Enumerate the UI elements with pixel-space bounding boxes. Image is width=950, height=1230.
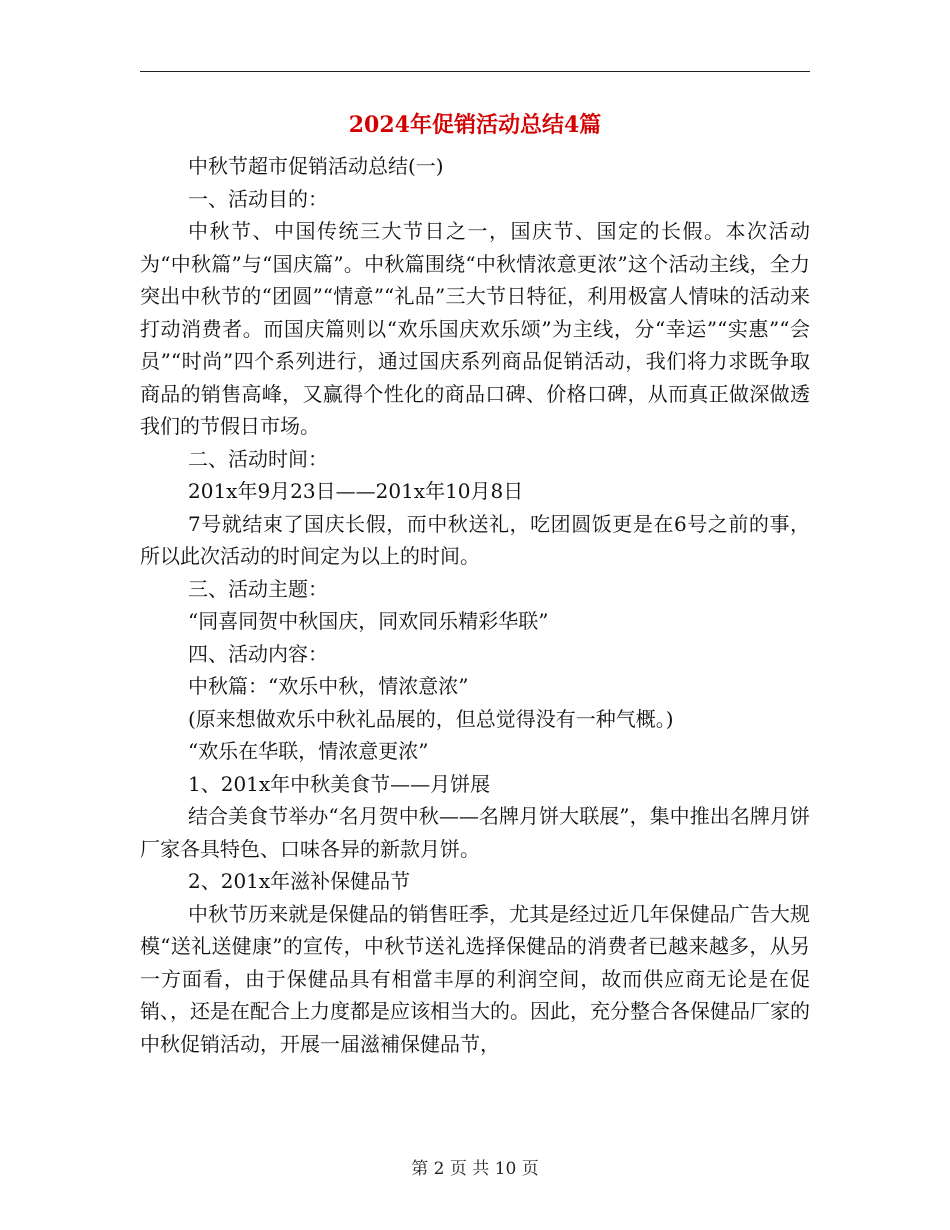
- paragraph-note: (原来想做欢乐中秋礼品展的，但总觉得没有一种气概。): [188, 706, 674, 731]
- paragraph-time-note: 7号就结束了国庆长假，而中秋送礼，吃团圆饭更是在6号之前的事，所以此次活动的时间定为以上的时间。: [140, 511, 810, 568]
- paragraph-mooncake-detail: 结合美食节举办“名月贺中秋——名牌月饼大联展”，集中推出名牌月饼厂家各具特色、口味各异的新款月饼。: [140, 804, 810, 861]
- document-body: [140, 150, 810, 1060]
- paragraph-midautumn-title: 中秋篇：“欢乐中秋，情浓意浓”: [188, 674, 469, 698]
- list-item-health-festival: 2、201x年滋补保健品节: [188, 869, 411, 893]
- paragraph-theme: “同喜同贺中秋国庆，同欢同乐精彩华联”: [188, 609, 549, 633]
- subheading-purpose: 一、活动目的：: [188, 186, 328, 211]
- document-title: 2024年促销活动总结4篇: [348, 112, 602, 138]
- paragraph-date-range: 201x年9月23日——201x年10月8日: [188, 479, 524, 503]
- paragraph-purpose: 中秋节、中国传统三大节日之一，国庆节、国定的长假。本次活动为“中秋篇”与“国庆篇”。中秋篇围绕“中秋情浓意更浓”这个活动主线，全力突出中秋节的“团圆”“情意”“礼品”三大节日特征，利用极富人情味的活动来打动消费者。而国庆篇则以“欢乐国庆欢乐颂”为主线，分“幸运”“实惠”“会员”“时尚”四个系列进行，通过国庆系列商品促销活动，我们将力求既争取商品的销售高峰，又赢得个性化的商品口碑、价格口碑，从而真正做深做透我们的节假日市场。: [140, 219, 810, 438]
- list-item-mooncake-festival: 1、201x年中秋美食节——月饼展: [188, 771, 491, 796]
- subheading-theme: 三、活动主题：: [188, 576, 328, 601]
- paragraph-health-detail: 中秋节历来就是保健品的销售旺季，尤其是经过近几年保健品广告大规模“送礼送健康”的宣传，中秋节送礼选择保健品的消费者已越来越多，从另一方面看，由于保健品具有相當丰厚的利润空间，故而供应商无论是在促销、，还是在配合上力度都是应该相当大的。因此，充分整合各保健品厂家的中秋促销活动，开展一届滋補保健品节，: [140, 901, 810, 1056]
- page-number: 第 2 页 共 10 页: [411, 1159, 539, 1179]
- subheading-content: 四、活动内容：: [188, 641, 328, 666]
- subheading-time: 二、活动时间：: [188, 446, 328, 471]
- header-rule: [140, 71, 810, 72]
- paragraph-slogan: “欢乐在华联，情浓意更浓”: [188, 739, 429, 763]
- section-heading: 中秋节超市促销活动总结(一): [188, 154, 444, 178]
